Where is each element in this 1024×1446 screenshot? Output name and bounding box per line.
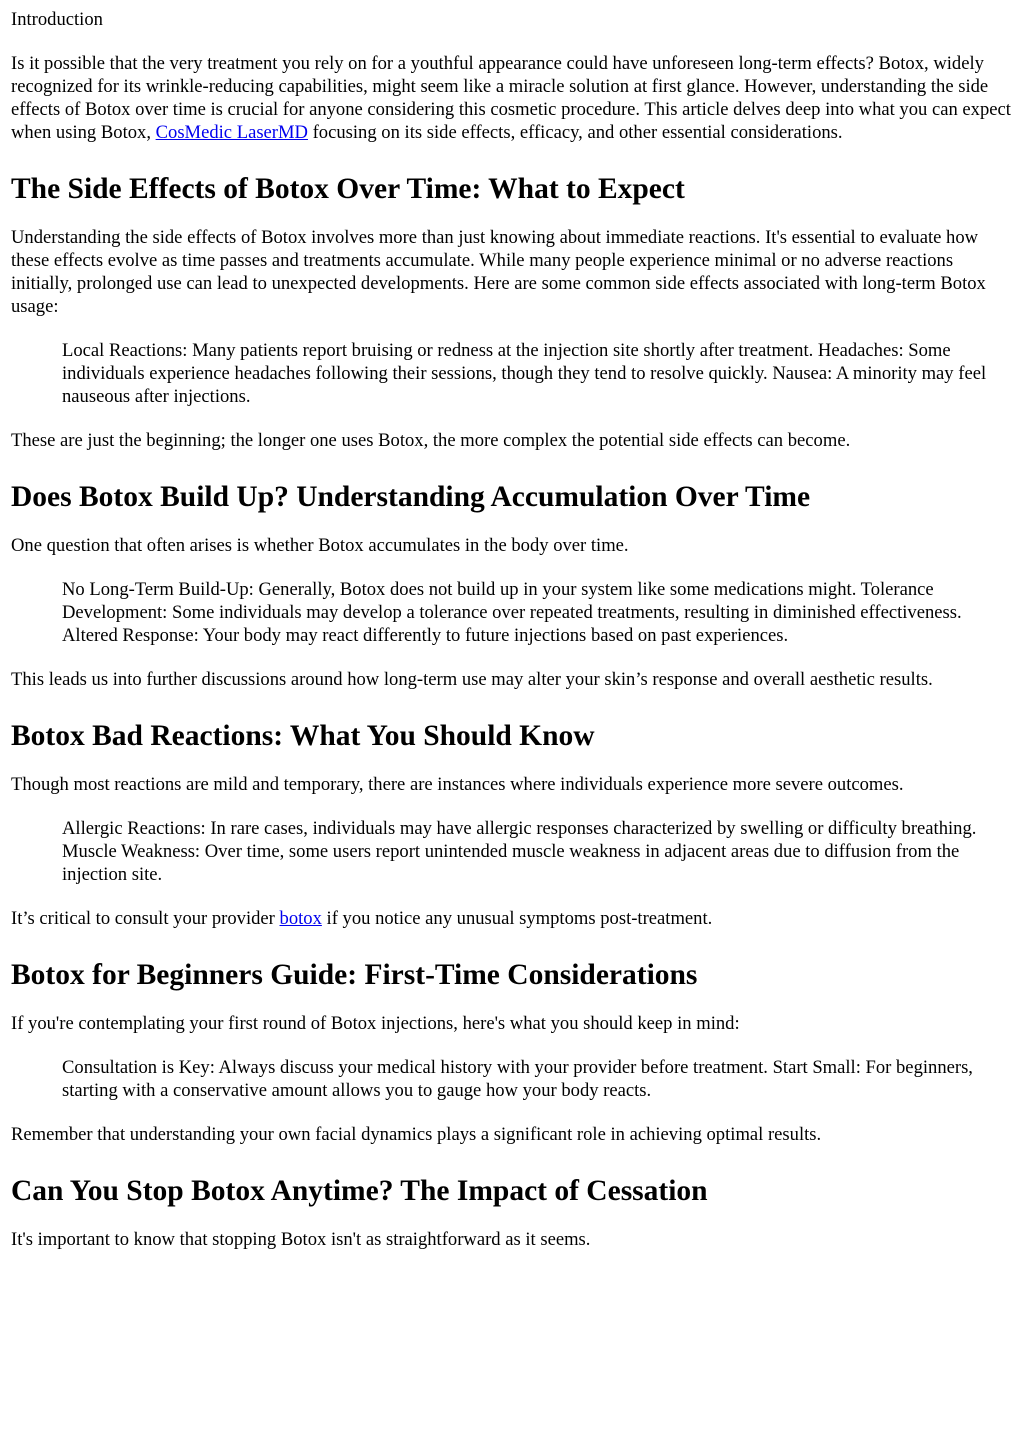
section-lead-beginners: If you're contemplating your first round of Botox injections, here's what you should keep in mind:	[11, 1013, 740, 1034]
closing-text-after-link: if you notice any unusual symptoms post-treatment.	[321, 908, 713, 929]
intro-label: Introduction	[11, 9, 103, 30]
section-closing-build-up: This leads us into further discussions around how long-term use may alter your skin’s response and overall aesthetic results.	[11, 669, 933, 690]
section-lead-build-up: One question that often arises is whether Botox accumulates in the body over time.	[11, 535, 629, 556]
section-heading-bad-reactions: Botox Bad Reactions: What You Should Know	[11, 720, 595, 752]
bad-reactions-list-quote: Allergic Reactions: In rare cases, individuals may have allergic responses characterized by swelling or difficulty breathing. Muscle Weakness: Over time, some users report unintended muscle weakness in adjacent areas due to diffusion from the injection site.	[62, 818, 977, 885]
section-closing-beginners: Remember that understanding your own facial dynamics plays a significant role in achieving optimal results.	[11, 1124, 822, 1145]
intro-paragraph	[11, 52, 1013, 144]
section-heading-side-effects: The Side Effects of Botox Over Time: What to Expect	[11, 173, 685, 205]
intro-text-before-link: Is it possible that the very treatment you rely on for a youthful appearance could have unforeseen long-term effects? Botox, widely recognized for its wrinkle-reducing capabilities, might seem like a miracle solution at first glance. However, understanding the side effects of Botox over time is crucial for anyone considering this cosmetic procedure. This article delves deep into what you can expect when using Botox,	[11, 53, 1011, 143]
side-effects-list-quote: Local Reactions: Many patients report bruising or redness at the injection site shortly after treatment. Headaches: Some individuals experience headaches following their sessions, though they tend to resolve quickly. Nausea: A minority may feel nauseous after injections.	[62, 340, 987, 407]
section-heading-beginners: Botox for Beginners Guide: First-Time Considerations	[11, 959, 698, 991]
section-lead-cessation: It's important to know that stopping Botox isn't as straightforward as it seems.	[11, 1229, 591, 1250]
intro-text-after-link: focusing on its side effects, efficacy, and other essential considerations.	[307, 122, 843, 143]
section-closing-side-effects: These are just the beginning; the longer one uses Botox, the more complex the potential side effects can become.	[11, 430, 851, 451]
section-heading-build-up: Does Botox Build Up? Understanding Accumulation Over Time	[11, 481, 811, 513]
botox-link[interactable]: botox	[279, 908, 322, 929]
build-up-list-quote: No Long-Term Build-Up: Generally, Botox does not build up in your system like some medications might. Tolerance Development: Some individuals may develop a tolerance over repeated treatments, resulting in diminished effectiveness. Altered Response: Your body may react differently to future injections based on past experiences.	[62, 579, 962, 646]
section-lead-bad-reactions: Though most reactions are mild and temporary, there are instances where individuals experience more severe outcomes.	[11, 774, 904, 795]
cosmedic-lasermd-link[interactable]: CosMedic LaserMD	[155, 122, 308, 143]
beginners-list-quote: Consultation is Key: Always discuss your medical history with your provider before treatment. Start Small: For beginners, starting with a conservative amount allows you to gauge how your body reacts.	[62, 1057, 973, 1101]
section-closing-bad-reactions	[11, 907, 1013, 930]
section-heading-cessation: Can You Stop Botox Anytime? The Impact of Cessation	[11, 1175, 708, 1207]
section-lead-side-effects: Understanding the side effects of Botox involves more than just knowing about immediate reactions. It's essential to evaluate how these effects evolve as time passes and treatments accumulate. While many people experience minimal or no adverse reactions initially, prolonged use can lead to unexpected developments. Here are some common side effects associated with long-term Botox usage:	[11, 227, 986, 317]
closing-text-before-link: It’s critical to consult your provider	[11, 908, 280, 929]
